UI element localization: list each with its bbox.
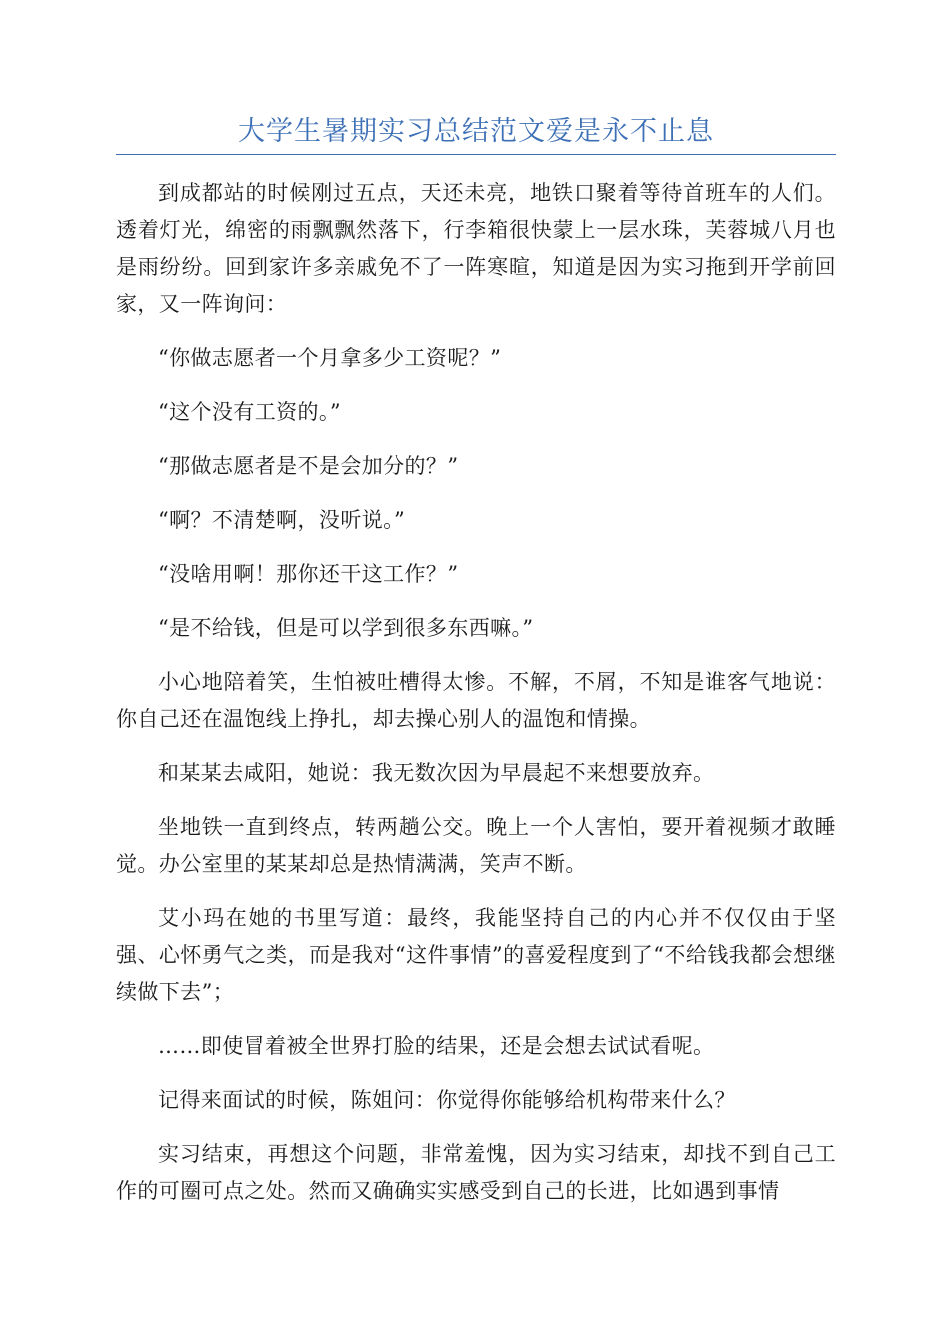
paragraph: “没啥用啊！那你还干这工作？” (158, 562, 459, 586)
title-block (116, 112, 836, 155)
paragraph: “是不给钱，但是可以学到很多东西嘛。” (158, 616, 534, 640)
paragraph: 小心地陪着笑，生怕被吐槽得太惨。不解，不屑，不知是谁客气地说：你自己还在温饱线上挣扎，却去操心别人的温饱和情操。 (116, 670, 836, 731)
paragraph: 实习结束，再想这个问题，非常羞愧，因为实习结束，却找不到自己工作的可圈可点之处。然而又确确实实感受到自己的长进，比如遇到事情 (116, 1142, 836, 1203)
document-title: 大学生暑期实习总结范文爱是永不止息 (238, 116, 714, 147)
paragraph: 到成都站的时候刚过五点，天还未亮，地铁口聚着等待首班车的人们。透着灯光，绵密的雨飘飘然落下，行李箱很快蒙上一层水珠，芙蓉城八月也是雨纷纷。回到家许多亲戚免不了一阵寒暄，知道是因为实习拖到开学前回家，又一阵询问： (116, 181, 836, 316)
paragraph: 坐地铁一直到终点，转两趟公交。晚上一个人害怕，要开着视频才敢睡觉。办公室里的某某却总是热情满满，笑声不断。 (116, 815, 836, 876)
title-underline (116, 154, 836, 155)
paragraph: 记得来面试的时候，陈姐问：你觉得你能够给机构带来什么？ (158, 1088, 736, 1112)
paragraph: “啊？不清楚啊，没听说。” (158, 508, 406, 532)
paragraph: “这个没有工资的。” (158, 400, 341, 424)
paragraph: ……即使冒着被全世界打脸的结果，还是会想去试试看呢。 (158, 1034, 715, 1058)
paragraph: “那做志愿者是不是会加分的？” (158, 454, 459, 478)
document-body (116, 175, 836, 1227)
paragraph: 和某某去咸阳，她说：我无数次因为早晨起不来想要放弃。 (158, 761, 715, 785)
paragraph: “你做志愿者一个月拿多少工资呢？” (158, 346, 502, 370)
paragraph: 艾小玛在她的书里写道：最终，我能坚持自己的内心并不仅仅由于坚强、心怀勇气之类，而是我对“这件事情”的喜爱程度到了“不给钱我都会想继续做下去”； (116, 906, 836, 1004)
